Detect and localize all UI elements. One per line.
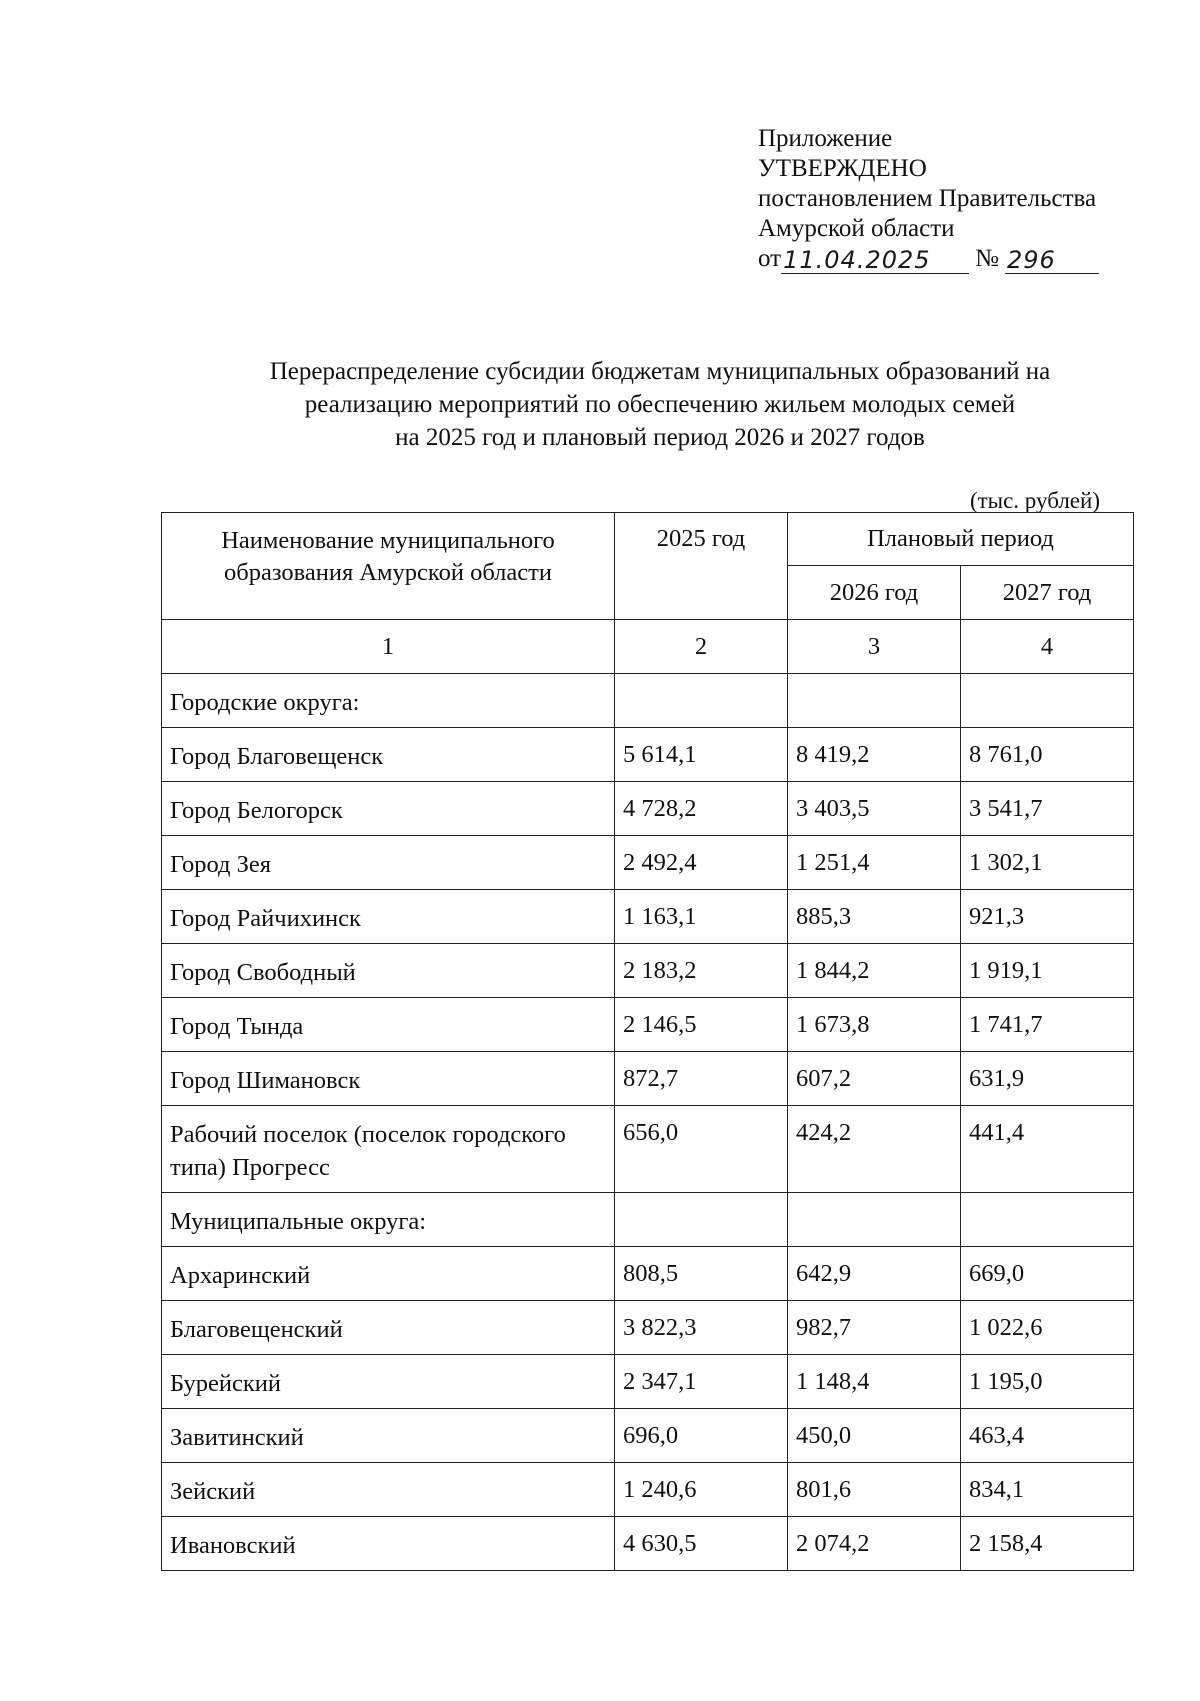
header-2027: 2027 год: [961, 566, 1134, 620]
number-sign: №: [975, 245, 999, 272]
value-2025: 4 630,5: [615, 1517, 788, 1571]
municipality-name: Зейский: [162, 1463, 615, 1517]
empty-cell: [961, 1193, 1134, 1247]
approval-region: Амурской области: [758, 215, 955, 242]
value-2026: 450,0: [788, 1409, 961, 1463]
municipality-name: Ивановский: [162, 1517, 615, 1571]
value-2025: 4 728,2: [615, 782, 788, 836]
value-2025: 696,0: [615, 1409, 788, 1463]
value-2027: 8 761,0: [961, 728, 1134, 782]
value-2026: 982,7: [788, 1301, 961, 1355]
date-prefix: от: [758, 245, 782, 272]
municipality-name: Благовещенский: [162, 1301, 615, 1355]
value-2025: 1 163,1: [615, 890, 788, 944]
value-2027: 1 919,1: [961, 944, 1134, 998]
table-row: [162, 728, 1134, 782]
value-2027: 631,9: [961, 1052, 1134, 1106]
value-2027: 2 158,4: [961, 1517, 1134, 1571]
value-2025: 1 240,6: [615, 1463, 788, 1517]
column-number: 4: [961, 620, 1134, 674]
table-row: [162, 1517, 1134, 1571]
municipality-name: Город Шимановск: [162, 1052, 615, 1106]
section-title: Городские округа:: [162, 674, 615, 728]
table-row: [162, 1355, 1134, 1409]
value-2025: 2 146,5: [615, 998, 788, 1052]
handwritten-number: 296: [1005, 247, 1099, 274]
municipality-name: Город Тында: [162, 998, 615, 1052]
empty-cell: [788, 674, 961, 728]
header-name: Наименование муниципального образования Амурской области: [162, 513, 615, 620]
document-title: [130, 355, 1190, 454]
section-title: Муниципальные округа:: [162, 1193, 615, 1247]
value-2026: 885,3: [788, 890, 961, 944]
municipality-name: Город Белогорск: [162, 782, 615, 836]
value-2027: 1 195,0: [961, 1355, 1134, 1409]
table-row: [162, 1247, 1134, 1301]
approval-date-number-row: [758, 244, 1099, 274]
value-2026: 3 403,5: [788, 782, 961, 836]
empty-cell: [788, 1193, 961, 1247]
column-number: 1: [162, 620, 615, 674]
table-row: [162, 1463, 1134, 1517]
section-row: [162, 674, 1134, 728]
column-number: 3: [788, 620, 961, 674]
value-2025: 2 183,2: [615, 944, 788, 998]
approval-block: [758, 124, 1099, 274]
value-2026: 2 074,2: [788, 1517, 961, 1571]
table-row: [162, 1052, 1134, 1106]
title-line-3: на 2025 год и плановый период 2026 и 2027 годов: [395, 424, 925, 451]
municipality-name: Завитинский: [162, 1409, 615, 1463]
value-2025: 656,0: [615, 1106, 788, 1193]
value-2027: 1 741,7: [961, 998, 1134, 1052]
value-2025: 2 347,1: [615, 1355, 788, 1409]
table-row: [162, 944, 1134, 998]
header-row: [162, 513, 1134, 566]
column-number: 2: [615, 620, 788, 674]
column-number-row: [162, 620, 1134, 674]
table-row: [162, 1106, 1134, 1193]
municipality-name: Город Свободный: [162, 944, 615, 998]
value-2027: 441,4: [961, 1106, 1134, 1193]
value-2026: 1 148,4: [788, 1355, 961, 1409]
title-line-1: Перераспределение субсидии бюджетам муниципальных образований на: [269, 358, 1051, 385]
header-2026: 2026 год: [788, 566, 961, 620]
municipality-name: Город Зея: [162, 836, 615, 890]
value-2027: 1 302,1: [961, 836, 1134, 890]
value-2025: 808,5: [615, 1247, 788, 1301]
value-2026: 1 673,8: [788, 998, 961, 1052]
value-2027: 1 022,6: [961, 1301, 1134, 1355]
approval-appendix: Приложение: [758, 125, 893, 152]
empty-cell: [615, 1193, 788, 1247]
subsidy-table: [161, 512, 1134, 1571]
value-2027: 3 541,7: [961, 782, 1134, 836]
value-2026: 1 844,2: [788, 944, 961, 998]
table-row: [162, 836, 1134, 890]
value-2027: 834,1: [961, 1463, 1134, 1517]
title-line-2: реализацию мероприятий по обеспечению жильем молодых семей: [304, 391, 1016, 418]
value-2026: 801,6: [788, 1463, 961, 1517]
value-2025: 2 492,4: [615, 836, 788, 890]
table-row: [162, 1409, 1134, 1463]
municipality-name: Архаринский: [162, 1247, 615, 1301]
units-label: (тыс. рублей): [969, 488, 1100, 513]
value-2025: 872,7: [615, 1052, 788, 1106]
table-row: [162, 890, 1134, 944]
value-2026: 424,2: [788, 1106, 961, 1193]
approval-resolution: постановлением Правительства: [758, 185, 1097, 212]
value-2025: 3 822,3: [615, 1301, 788, 1355]
value-2027: 463,4: [961, 1409, 1134, 1463]
header-2025: 2025 год: [615, 513, 788, 620]
value-2026: 1 251,4: [788, 836, 961, 890]
empty-cell: [615, 674, 788, 728]
municipality-name: Город Райчихинск: [162, 890, 615, 944]
municipality-name: Бурейский: [162, 1355, 615, 1409]
value-2026: 642,9: [788, 1247, 961, 1301]
handwritten-date: 11.04.2025: [781, 247, 969, 274]
municipality-name: Город Благовещенск: [162, 728, 615, 782]
value-2027: 921,3: [961, 890, 1134, 944]
table-row: [162, 782, 1134, 836]
municipality-name: Рабочий поселок (поселок городского типа) Прогресс: [162, 1106, 615, 1193]
value-2025: 5 614,1: [615, 728, 788, 782]
value-2027: 669,0: [961, 1247, 1134, 1301]
table-row: [162, 1301, 1134, 1355]
approval-approved: УТВЕРЖДЕНО: [758, 155, 927, 182]
value-2026: 8 419,2: [788, 728, 961, 782]
empty-cell: [961, 674, 1134, 728]
section-row: [162, 1193, 1134, 1247]
table-row: [162, 998, 1134, 1052]
header-planned-period: Плановый период: [788, 513, 1134, 566]
value-2026: 607,2: [788, 1052, 961, 1106]
